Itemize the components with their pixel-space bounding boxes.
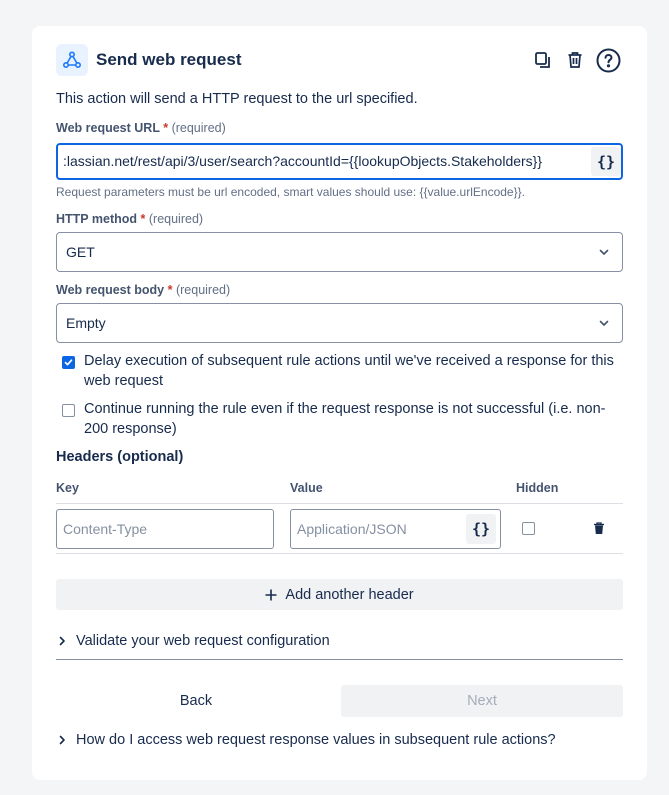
chevron-right-icon: [56, 734, 68, 746]
smart-value-button[interactable]: {}: [591, 147, 621, 176]
header-key-input[interactable]: [56, 509, 274, 549]
plus-icon: [265, 589, 277, 601]
trash-icon[interactable]: [563, 48, 587, 72]
body-field-label: Web request body * (required): [56, 283, 231, 297]
validate-config-expander[interactable]: [56, 633, 330, 649]
body-value: Empty: [66, 315, 106, 331]
url-value: :lassian.net/rest/api/3/user/search?accountId={{lookupObjects.Stakeholders}}: [63, 153, 543, 169]
check-icon: [64, 358, 73, 367]
http-method-value: GET: [66, 244, 95, 260]
action-description: This action will send a HTTP request to the url specified.: [56, 91, 418, 107]
column-header-hidden: Hidden: [516, 481, 559, 495]
delay-execution-label: Delay execution of subsequent rule actions until we've received a response for this web request: [84, 353, 614, 389]
header-hidden-checkbox[interactable]: [522, 522, 535, 535]
add-header-label: Add another header: [285, 586, 414, 603]
duplicate-icon[interactable]: [531, 48, 555, 72]
column-header-value: Value: [290, 481, 323, 495]
response-values-help-expander[interactable]: [56, 732, 556, 748]
continue-on-error-checkbox[interactable]: [62, 404, 75, 417]
web-request-url-input[interactable]: [56, 143, 623, 180]
section-divider: [56, 659, 623, 660]
add-header-button[interactable]: [56, 579, 623, 610]
help-icon[interactable]: [595, 47, 621, 73]
delete-header-icon[interactable]: [593, 522, 607, 536]
webhook-icon: [56, 44, 88, 76]
validate-config-label: Validate your web request configuration: [76, 633, 330, 649]
http-method-select[interactable]: [56, 232, 623, 272]
headers-section-title: Headers (optional): [56, 449, 184, 465]
send-web-request-card: [32, 26, 647, 780]
url-field-label: Web request URL * (required): [56, 121, 226, 135]
header-key-placeholder: Content-Type: [63, 521, 148, 537]
column-header-key: Key: [56, 481, 79, 495]
continue-on-error-label: Continue running the rule even if the request response is not successful (i.e. non-200 response): [84, 401, 606, 437]
table-divider: [56, 553, 623, 554]
web-request-body-select[interactable]: [56, 303, 623, 343]
page-title: Send web request: [96, 50, 242, 69]
next-button[interactable]: Next: [341, 685, 623, 717]
header-value-placeholder: Application/JSON: [297, 521, 407, 537]
response-values-help-label: How do I access web request response values in subsequent rule actions?: [76, 732, 556, 748]
http-method-label: HTTP method * (required): [56, 212, 204, 226]
delay-execution-checkbox[interactable]: [62, 356, 75, 369]
header-smart-value-button[interactable]: {}: [466, 514, 496, 544]
chevron-down-icon: [598, 317, 610, 329]
chevron-right-icon: [56, 635, 68, 647]
url-helper-text: Request parameters must be url encoded, smart values should use: {{value.urlEncode}}.: [56, 185, 525, 199]
header-value-input[interactable]: [290, 509, 501, 549]
table-divider: [56, 503, 623, 504]
back-button[interactable]: Back: [179, 693, 213, 709]
chevron-down-icon: [598, 246, 610, 258]
